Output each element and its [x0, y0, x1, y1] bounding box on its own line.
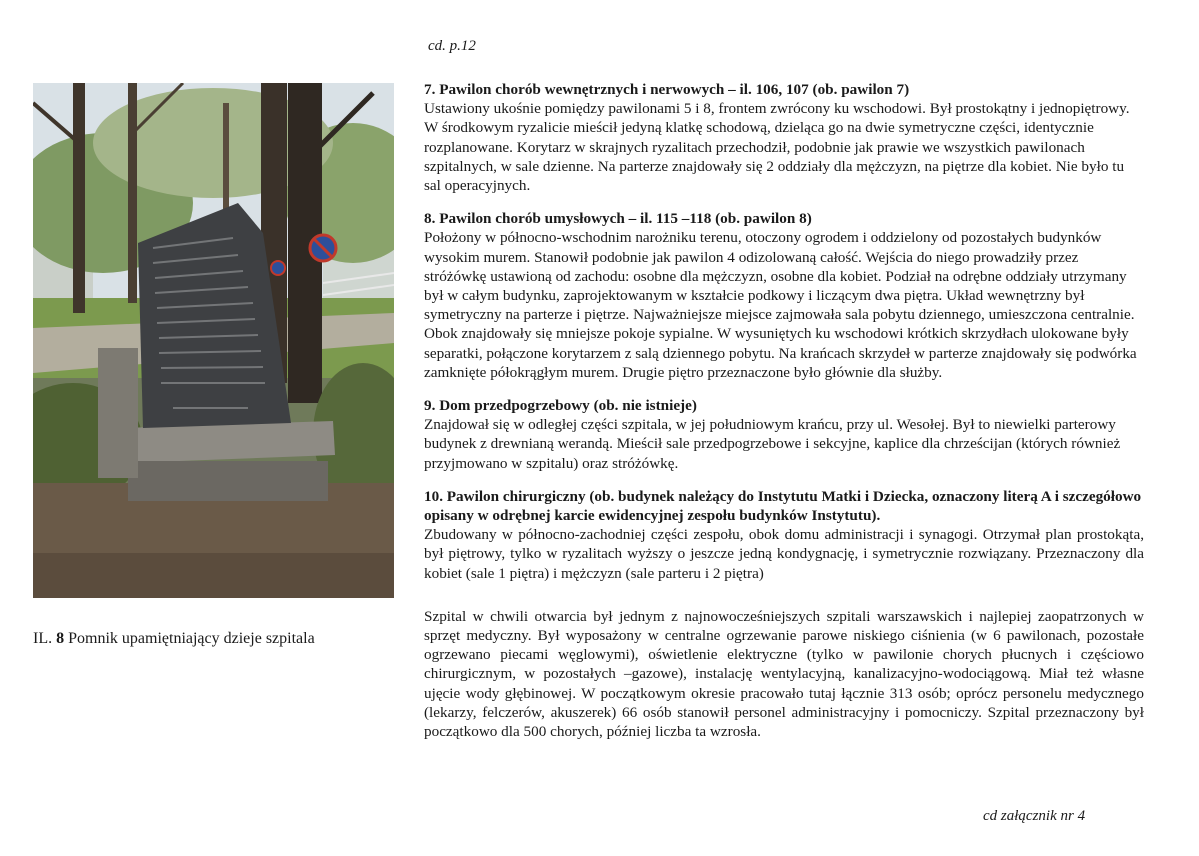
- figure-caption: [33, 630, 315, 648]
- annex-reference-note: cd załącznik nr 4: [983, 808, 1086, 824]
- section-8: [424, 209, 1144, 382]
- section-body: Położony w północno-wschodnim narożniku terenu, otoczony ogrodem i oddzielony od pozostałych budynków wysokim murem. Stanowił podobnie jak pawilon 4 odizolowaną całość. Wejścia do niego prowadziły przez stróżówkę ustawioną od zachodu: osobne dla mężczyzn, osobne dla kobiet. Podział na odrębne oddziały utrzymany był w całym budynku, zaprojektowanym w kształcie podkowy i liczącym dwa piętra. Układ wewnętrzny był symetryczny na parterze i piętrze. Najważniejsze miejsce zajmowała sala pobytu dziennego, umieszczona centralnie. Obok znajdowały się mniejsze pokoje sypialne. W wysuniętych ku wschodowi krótkich skrzydłach ulokowane były separatki, połączone korytarzem z salą dziennego pobytu. Na krańcach skrzydeł w parterze znajdowały się podwórka zamknięte półokrągłym murem. Drugie piętro przeznaczone było głównie dla służby.: [424, 229, 1137, 381]
- section-heading: 9. Dom przedpogrzebowy (ob. nie istnieje): [424, 397, 697, 415]
- section-heading: 7. Pawilon chorób wewnętrznych i nerwowych – il. 106, 107 (ob. pawilon 7): [424, 81, 910, 98]
- figure-caption-text: Pomnik upamiętniający dzieje szpitala: [68, 630, 315, 647]
- page-continuation-note: cd. p.12: [428, 38, 476, 54]
- figure-label: IL. 8: [33, 630, 65, 647]
- section-body: Zbudowany w północno-zachodniej części zespołu, obok domu administracji i synagogi. Otrzymał plan prostokąta, był piętrowy, tylko w ryzalitach wyższy o jeszcze jedną kondygnację, i symetrycznie rozwiązany. Przeznaczony dla kobiet (sale 1 piętra) i mężczyzn (sale parteru i 2 piętra): [424, 526, 1144, 582]
- section-heading: 10. Pawilon chirurgiczny (ob. budynek należący do Instytutu Matki i Dziecka, oznaczony literą A i szczegółowo opisany w odrębnej karcie ewidencyjnej zespołu budynków Instytutu).: [424, 487, 1142, 525]
- section-body: Ustawiony ukośnie pomiędzy pawilonami 5 i 8, frontem zwrócony ku wschodowi. Był prostokątny i jednopiętrowy. W środkowym ryzalicie mieścił jedyną klatkę schodową, dzieląca go na dwie symetryczne części, identycznie rozplanowane. Korytarz w skrajnych ryzalitach przechodził, podobnie jak prawie we wszystkich pawilonach szpitalnych, w sale dzienne. Na parterze znajdowały się 2 oddziały dla mężczyzn, na piętrze dla kobiet. Nie było tu sal operacyjnych.: [424, 100, 1130, 195]
- section-10: [424, 487, 1144, 583]
- section-7: [424, 80, 1144, 195]
- monument-photo: [33, 83, 394, 598]
- main-text: [424, 80, 1144, 756]
- closing-paragraph: Szpital w chwili otwarcia był jednym z najnowocześniejszych szpitali warszawskich i najlepiej zaopatrzonych w sprzęt medyczny. Był wyposażony w centralne ogrzewanie parowe niskiego ciśnienia (w 6 pawilonach, pozostałe ogrzewano piecami węglowymi), oświetlenie elektryczne (tylko w pawilonie chorych płucnych i częściowo chirurgicznym, w pozostałych –gazowe), instalację wentylacyjną, kanalizacyjno-wodociągową. Miał też własne ujęcie wody głębinowej. W początkowym okresie pracowało tutaj łącznie 313 osób; oprócz personelu medycznego (lekarzy, felczerów, akuszerek) 66 osób stanowił personel administracyjny i pomocniczy. Szpital przeznaczony był początkowo dla 500 chorych, później liczba ta wzrosła.: [424, 607, 1144, 741]
- section-body: Znajdował się w odległej części szpitala, w jej południowym krańcu, przy ul. Wesołej. Był to niewielki parterowy budynek z drewnianą werandą. Mieścił sale przedpogrzebowe i sekcyjne, kaplice dla chrześcijan (których również przyjmowano w szpitalu) oraz stróżówkę.: [424, 416, 1121, 472]
- section-heading: 8. Pawilon chorób umysłowych – il. 115 –118 (ob. pawilon 8): [424, 210, 812, 228]
- section-9: [424, 396, 1144, 473]
